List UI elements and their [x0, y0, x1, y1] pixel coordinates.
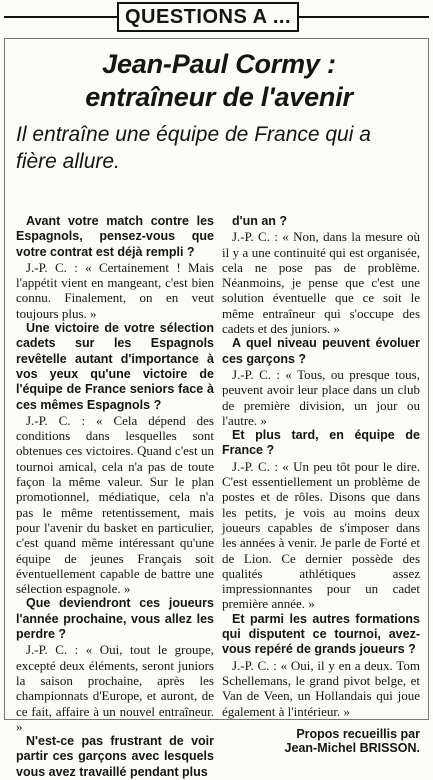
left-paragraph-4: J.-P. C. : « Cela dépend des conditions dans lesquelles sont obtenues ces victoires. Quand c'est un tournoi amical, cela n'a pas de toute façon la même valeur. Sur le plan promotionnel, médiatique, cela n'a pas le même retentissement, mais pour l'avenir du basket en particulier, c'est quand même intéressant qu'une équipe de jeunes Français soit éventuellement capable de battre une sélection espagnole. »: [16, 412, 214, 597]
article-column-left: [16, 214, 214, 780]
right-paragraph-3: A quel niveau peuvent évoluer ces garçons ?: [222, 336, 420, 366]
headline-line-2: entraîneur de l'avenir: [85, 82, 353, 112]
left-paragraph-3: Une victoire de votre sélection cadets sur les Espagnols revêtelle autant d'importance à vos yeux qu'une victoire de l'équipe de France seniors face à ces mêmes Espagnols ?: [16, 321, 214, 412]
credit-line-2: Jean-Michel BRISSON.: [284, 740, 420, 755]
section-kicker: QUESTIONS A ...: [117, 2, 299, 32]
credit-line-1: Propos recueillis par: [296, 726, 420, 741]
headline-line-1: Jean-Paul Cormy :: [102, 49, 336, 79]
right-paragraph-5: Et plus tard, en équipe de France ?: [222, 428, 420, 458]
right-paragraph-1: d'un an ?: [232, 214, 288, 228]
article-column-right: [222, 214, 420, 755]
right-paragraph-7: Et parmi les autres formations qui disputent ce tournoi, avez-vous repéré de grands joueurs ?: [222, 611, 420, 657]
right-paragraph-2: J.-P. C. : « Non, dans la mesure où il y a une continuité qui est organisée, cela ne pose pas de problème. Néanmoins, je pense que c'est une solution éventuelle que ce soit le même entraîneur qui s'occupe des cadets et des juniors. »: [222, 229, 420, 337]
right-paragraph-6: J.-P. C. : « Un peu tôt pour le dire. C'est essentiellement un problème de postes et de rôles. Disons que dans les petits, je vois au moins deux joueurs capables de s'imposer dans les années à venir. Je parle de Forté et de Lion. Ce dernier possède des qualités athlétiques assez impressionnantes pour un cadet première année. »: [222, 458, 420, 612]
left-paragraph-5: Que deviendront ces joueurs l'année prochaine, vous allez les perdre ?: [16, 596, 214, 642]
left-paragraph-6: J.-P. C. : « Oui, tout le groupe, excepté deux éléments, seront juniors la saison prochaine, après les championnats d'Europe, et auront, de ce fait, affaire à un nouvel entraîneur. »: [16, 642, 214, 734]
right-paragraph-4: J.-P. C. : « Tous, ou presque tous, peuvent avoir leur place dans un club de première division, un jour ou l'autre. »: [222, 366, 420, 428]
left-paragraph-1: Avant votre match contre les Espagnols, pensez-vous que votre contrat est déjà rempli ?: [16, 214, 214, 259]
right-paragraph-8: J.-P. C. : « Oui, il y en a deux. Tom Schellemans, le grand pivot belge, et Van de Veen, un Hollandais qui joue également à l'intérieur. »: [222, 657, 420, 719]
left-paragraph-2: J.-P. C. : « Certainement ! Mais l'appétit vient en mangeant, c'est bien connu. Finalement, on en veut toujours plus. »: [16, 259, 214, 321]
subhead-line-2: fière allure.: [16, 150, 120, 173]
left-paragraph-7: N'est-ce pas frustrant de voir partir ces garçons avec lesquels vous avez travaillé pendant plus: [16, 734, 214, 779]
subhead-line-1: Il entraîne une équipe de France qui a: [16, 123, 371, 146]
author-credit: [222, 727, 420, 755]
